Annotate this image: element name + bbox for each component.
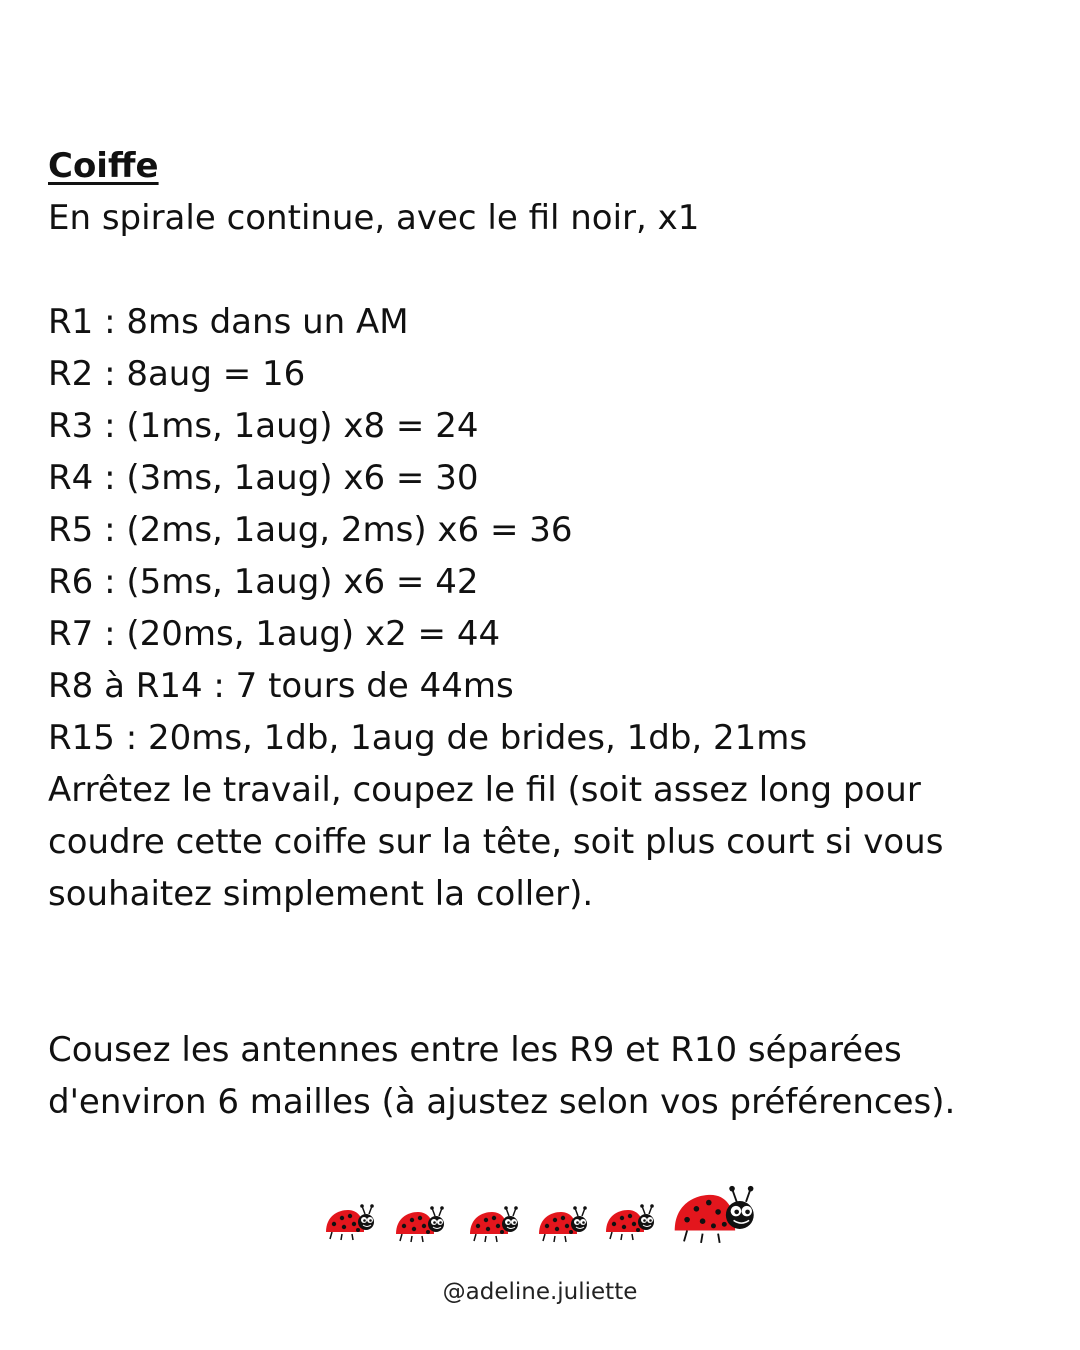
antennae-instruction: Cousez les antennes entre les R9 et R10 séparées — [48, 1030, 902, 1070]
ladybug-icon — [670, 1184, 760, 1246]
ladybug-icon — [392, 1204, 448, 1244]
row-instruction: R2 : 8aug = 16 — [48, 354, 306, 394]
row-instruction: R1 : 8ms dans un AM — [48, 302, 409, 342]
row-instruction: R6 : (5ms, 1aug) x6 = 42 — [48, 562, 479, 602]
ladybug-icon — [602, 1202, 658, 1242]
ladybug-icon — [535, 1204, 591, 1244]
ladybug-row — [0, 1180, 1080, 1250]
spacer — [48, 244, 1048, 296]
row-instruction: R15 : 20ms, 1db, 1aug de brides, 1db, 21ms — [48, 718, 808, 758]
pattern-text — [48, 140, 1048, 1128]
finish-instruction: Arrêtez le travail, coupez le fil (soit assez long pour — [48, 770, 921, 810]
row-instruction: R5 : (2ms, 1aug, 2ms) x6 = 36 — [48, 510, 573, 550]
section-title: Coiffe — [48, 146, 159, 186]
antennae-instruction: d'environ 6 mailles (à ajustez selon vos préférences). — [48, 1082, 956, 1122]
row-instruction: R3 : (1ms, 1aug) x8 = 24 — [48, 406, 479, 446]
finish-instruction: souhaitez simplement la coller). — [48, 874, 594, 914]
spacer — [48, 920, 1048, 1024]
intro-text: En spirale continue, avec le fil noir, x1 — [48, 198, 700, 238]
ladybug-icon — [322, 1202, 378, 1242]
ladybug-icon — [466, 1204, 522, 1244]
author-handle: @adeline.juliette — [442, 1279, 638, 1305]
row-instruction: R4 : (3ms, 1aug) x6 = 30 — [48, 458, 479, 498]
finish-instruction: coudre cette coiffe sur la tête, soit plus court si vous — [48, 822, 944, 862]
row-instruction: R7 : (20ms, 1aug) x2 = 44 — [48, 614, 501, 654]
row-instruction: R8 à R14 : 7 tours de 44ms — [48, 666, 514, 706]
